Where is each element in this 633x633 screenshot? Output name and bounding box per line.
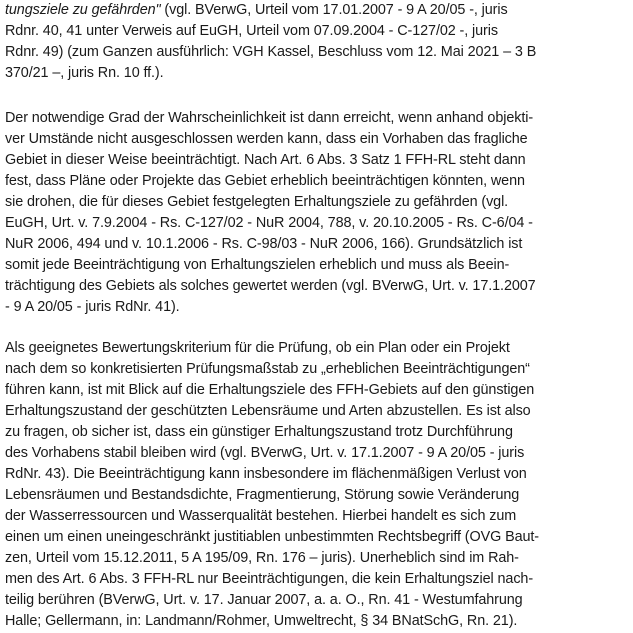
text-line: nach dem so konkretisierten Prüfungsmaßstab zu „erheblichen Beeinträchtigungen“ <box>5 361 530 377</box>
text-line: zu fragen, ob sicher ist, dass ein günstiger Erhaltungszustand trotz Durchführung <box>5 424 513 440</box>
text-line: Gebiet in dieser Weise beeinträchtigt. Nach Art. 6 Abs. 3 Satz 1 FFH-RL steht dann <box>5 152 526 168</box>
text-line: teilig berühren (BVerwG, Urt. v. 17. Januar 2007, a. a. O., Rn. 41 - Westumfahrung <box>5 592 523 608</box>
text-line: Der notwendige Grad der Wahrscheinlichkeit ist dann erreicht, wenn anhand objekti- <box>5 110 534 126</box>
text-line <box>5 2 508 19</box>
text-line: Rdnr. 49) (zum Ganzen ausführlich: VGH Kassel, Beschluss vom 12. Mai 2021 – 3 B <box>5 44 537 60</box>
text-line: ver Umstände nicht ausgeschlossen werden kann, dass ein Vorhaben das fragliche <box>5 131 528 147</box>
text-line: Rdnr. 40, 41 unter Verweis auf EuGH, Urteil vom 07.09.2004 - C-127/02 -, juris <box>5 23 498 39</box>
text-line: EuGH, Urt. v. 7.9.2004 - Rs. C-127/02 - NuR 2004, 788, v. 20.10.2005 - Rs. C-6/04 - <box>5 215 533 231</box>
text-line: fest, dass Pläne oder Projekte das Gebiet erheblich beeinträchtigen könnten, wenn <box>5 173 525 189</box>
quoted-text-fragment: tungsziele zu gefährden" <box>5 2 161 18</box>
text-line: der Wasserressourcen und Wasserqualität bestehen. Hierbei handelt es sich zum <box>5 508 517 524</box>
text-line: - 9 A 20/05 - juris RdNr. 41). <box>5 299 180 315</box>
text-line: 370/21 –, juris Rn. 10 ff.). <box>5 65 164 81</box>
text-line: Halle; Gellermann, in: Landmann/Rohmer, Umweltrecht, § 34 BNatSchG, Rn. 21). <box>5 613 518 629</box>
text-line: Als geeignetes Bewertungskriterium für die Prüfung, ob ein Plan oder ein Projekt <box>5 340 510 356</box>
text-line: Lebensräumen und Bestandsdichte, Fragmentierung, Störung sowie Veränderung <box>5 487 520 503</box>
text-line: NuR 2006, 494 und v. 10.1.2006 - Rs. C-98/03 - NuR 2006, 166). Grundsätzlich ist <box>5 236 523 252</box>
text-line: sie drohen, die für dieses Gebiet festgelegten Erhaltungsziele zu gefährden (vgl. <box>5 194 509 210</box>
text-line: RdNr. 43). Die Beeinträchtigung kann insbesondere im flächenmäßigen Verlust von <box>5 466 527 482</box>
text-line: somit jede Beeinträchtigung von Erhaltungszielen erheblich und muss als Beein- <box>5 257 510 273</box>
text-line: trächtigung des Gebiets als solches gewertet werden (vgl. BVerwG, Urt. v. 17.1.2007 <box>5 278 536 294</box>
text-line: einen um einen uneingeschränkt justitiablen unbestimmten Rechtsbegriff (OVG Baut- <box>5 529 539 545</box>
text-line: Erhaltungszustand der geschützten Lebensräume und Arten abzustellen. Es ist also <box>5 403 531 419</box>
text-line: des Vorhabens stabil bleiben wird (vgl. BVerwG, Urt. v. 17.1.2007 - 9 A 20/05 - juris <box>5 445 525 461</box>
text-line: zen, Urteil vom 15.12.2011, 5 A 195/09, Rn. 176 – juris). Unerheblich sind im Rah- <box>5 550 519 566</box>
text-line: men des Art. 6 Abs. 3 FFH-RL nur Beeinträchtigungen, die kein Erhaltungsziel nach- <box>5 571 534 587</box>
text-line: führen kann, ist mit Blick auf die Erhaltungsziele des FFH-Gebiets auf den günstigen <box>5 382 535 398</box>
text-line-content: (vgl. BVerwG, Urteil vom 17.01.2007 - 9 A 20/05 -, juris <box>160 2 508 18</box>
